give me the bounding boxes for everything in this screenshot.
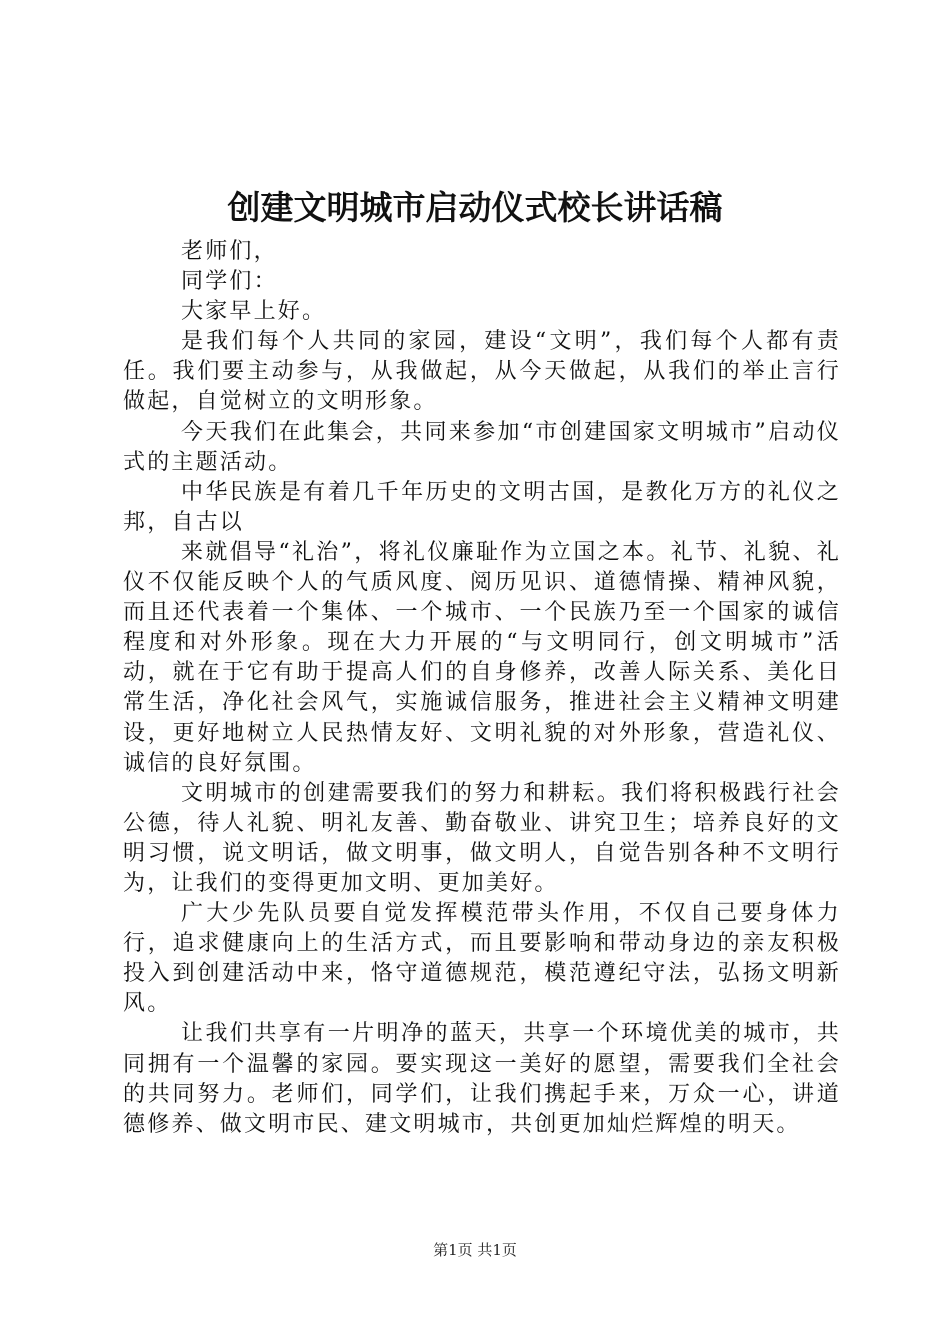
body-paragraph: 文明城市的创建需要我们的努力和耕耘。我们将积极践行社会公德，待人礼貌、明礼友善、勤奋敬业、讲究卫生；培养良好的文明习惯，说文明话，做文明事，做文明人，自觉告别各种不文明行为，让我们的变得更加文明、更加美好。 — [123, 780, 841, 896]
greeting-students: 同学们： — [181, 269, 278, 295]
body-paragraph: 广大少先队员要自觉发挥模范带头作用，不仅自己要身体力行，追求健康向上的生活方式，而且要影响和带动身边的亲友积极投入到创建活动中来，恪守道德规范，模范遵纪守法，弘扬文明新风。 — [123, 901, 841, 1017]
body-paragraph: 今天我们在此集会，共同来参加“市创建国家文明城市”启动仪式的主题活动。 — [123, 419, 841, 475]
body-paragraph: 中华民族是有着几千年历史的文明古国，是教化万方的礼仪之邦，自古以 — [123, 479, 841, 535]
body-paragraph: 来就倡导“礼治”，将礼仪廉耻作为立国之本。礼节、礼貌、礼仪不仅能反映个人的气质风度、阅历见识、道德情操、精神风貌，而且还代表着一个集体、一个城市、一个民族乃至一个国家的诚信程度和对外形象。现在大力开展的“与文明同行，创文明城市”活动，就在于它有助于提高人们的自身修养，改善人际关系、美化日常生活，净化社会风气，实施诚信服务，推进社会主义精神文明建设，更好地树立人民热情友好、文明礼貌的对外形象，营造礼仪、诚信的良好氛围。 — [123, 539, 841, 776]
document-body — [123, 237, 841, 1140]
greeting-morning: 大家早上好。 — [181, 299, 327, 325]
body-paragraph: 是我们每个人共同的家园，建设“文明”，我们每个人都有责任。我们要主动参与，从我做起，从今天做起，从我们的举止言行做起，自觉树立的文明形象。 — [123, 329, 841, 415]
greeting-teachers: 老师们， — [181, 239, 278, 264]
body-paragraph: 让我们共享有一片明净的蓝天，共享一个环境优美的城市，共同拥有一个温馨的家园。要实现这一美好的愿望，需要我们全社会的共同努力。老师们，同学们，让我们携起手来，万众一心，讲道德修养、做文明市民、建文明城市，共创更加灿烂辉煌的明天。 — [123, 1021, 841, 1137]
page-footer: 第1页 共1页 — [433, 1241, 517, 1259]
document-title: 创建文明城市启动仪式校长讲话稿 — [227, 188, 723, 227]
